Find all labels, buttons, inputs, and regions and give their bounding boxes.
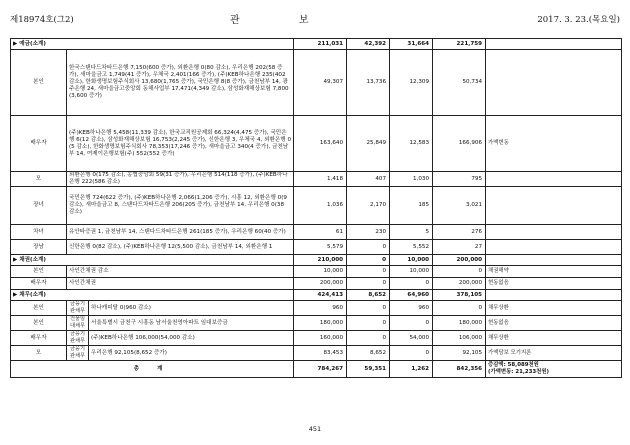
table-row — [11, 172, 622, 187]
description-cell: 외환은행 0(175 감소), 농협중앙회 59(31 증가), 우리은행 514(118 증가), (주)KEB하나은행 222(586 감소) — [67, 172, 294, 187]
relation-cell: 배우자 — [11, 278, 67, 290]
amount-cell: 12,309 — [390, 50, 433, 116]
amount-cell: 0 — [347, 266, 390, 278]
amount-cell: 13,736 — [347, 50, 390, 116]
relation-cell: 본인 — [11, 316, 67, 331]
relation-cell: 장녀 — [11, 187, 67, 225]
subtype-cell: 건물임대채무 — [67, 316, 89, 331]
issue-date: 2017. 3. 23.(목요일) — [537, 15, 620, 25]
amount-cell: 0 — [433, 266, 486, 278]
amount-cell: 795 — [433, 172, 486, 187]
section-title: ▶ 예금(소계) — [11, 39, 294, 50]
amount-cell: 0 — [390, 278, 433, 290]
amount-cell: 5,552 — [390, 240, 433, 255]
description-cell: (주)KEB하나은행 5,458(11,339 감소), 한국교직원공제회 66,324(4,475 증가), 국민은행 6(12 감소), 삼성화재해상보험 16,753(2,245 증가), 신한은행 3, 우체국 4, 외환은행 0(5 감소), 한화생명보험주식회사 78,353(17,246 증가), 새마을금고 340(4 증가), 금천남부 14, 여제이은행보험(주) 552(552 증가) — [67, 116, 294, 172]
table-row — [11, 50, 622, 116]
amount-cell: 0 — [347, 301, 390, 316]
section-row-deposit — [11, 39, 622, 50]
total-memo: 증감액: 58,089천원 (가액변동: 21,233천원) — [486, 361, 622, 378]
amount-cell: 50,734 — [433, 50, 486, 116]
table-body — [11, 39, 622, 378]
description-cell: 신한은행 0(82 감소), (주)KEB하나은행 12(5,500 감소), 금천남부 14, 외환은행 1 — [67, 240, 294, 255]
memo-cell: 채무상환 — [486, 331, 622, 346]
amount-cell: 960 — [390, 301, 433, 316]
total-value: 842,356 — [433, 361, 486, 378]
description-cell: 사인간채권 감소 — [67, 266, 294, 278]
gazette-title: 관 보 — [230, 15, 337, 26]
description-cell: 유안타증권 1, 금천남부 14, 스탠다드차타드은행 261(185 증가), 우리은행 60(40 증가) — [67, 225, 294, 240]
table-row — [11, 187, 622, 225]
table-row — [11, 346, 622, 361]
amount-cell: 106,000 — [433, 331, 486, 346]
section-value: 31,664 — [390, 39, 433, 50]
page-number: 451 — [308, 425, 322, 433]
section-value: 42,392 — [347, 39, 390, 50]
amount-cell: 54,000 — [390, 331, 433, 346]
section-value: 424,413 — [294, 290, 347, 301]
amount-cell: 0 — [347, 240, 390, 255]
amount-cell: 8,652 — [347, 346, 390, 361]
description-cell: 국민은행 724(622 증가), (주)KEB하나은행 2,066(1,206 증가), 시흥 12, 외환은행 0(9 감소), 새마을금고 8, 스탠다드차타드은행 206(205 증가), 금천남부 14, 우리은행 0(38 감소) — [67, 187, 294, 225]
amount-cell: 276 — [433, 225, 486, 240]
section-memo — [486, 290, 622, 301]
amount-cell: 180,000 — [294, 316, 347, 331]
amount-cell: 0 — [347, 316, 390, 331]
description-cell: 한국스탠다드차타드은행 7,150(600 증가), 외환은행 0(80 감소), 우리은행 202(58 증가), 새마을금고 1,749(41 증가), 우체국 2,401(166 증가), (주)KEB하나은행 235(402 감소), 한화생명보험주식회사 13,680(1,765 증가), 국민은행 8(8 증가), 금천남부 14, 광주은행 24, 새마을금고중앙회 동해사업부 17,471(4,349 감소), 삼성화재해상보험 7,800(3,600 증가) — [67, 50, 294, 116]
amount-cell: 5 — [390, 225, 433, 240]
amount-cell: 25,849 — [347, 116, 390, 172]
total-label: 총 계 — [11, 361, 294, 378]
table-row — [11, 301, 622, 316]
description-cell: 하나캐피탈 0(960 감소) — [89, 301, 294, 316]
memo-cell: 가액담보 모기지론 — [486, 346, 622, 361]
amount-cell: 1,036 — [294, 187, 347, 225]
amount-cell: 0 — [390, 316, 433, 331]
amount-cell: 92,105 — [433, 346, 486, 361]
amount-cell: 180,000 — [433, 316, 486, 331]
section-value: 221,759 — [433, 39, 486, 50]
subtype-cell: 금융기관채무 — [67, 331, 89, 346]
description-cell: 우리은행 92,105(8,652 증가) — [89, 346, 294, 361]
section-value: 200,000 — [433, 255, 486, 266]
amount-cell: 49,307 — [294, 50, 347, 116]
total-value: 59,351 — [347, 361, 390, 378]
section-title: ▶ 채권(소계) — [11, 255, 294, 266]
total-value: 784,267 — [294, 361, 347, 378]
section-value: 8,652 — [347, 290, 390, 301]
gazette-header — [10, 10, 620, 26]
relation-cell: 본인 — [11, 50, 67, 116]
section-memo — [486, 255, 622, 266]
memo-cell: 가액변동 — [486, 116, 622, 172]
subtype-cell: 금융기관채무 — [67, 301, 89, 316]
memo-cell: 현동없음 — [486, 316, 622, 331]
section-row-liability — [11, 290, 622, 301]
relation-cell: 본인 — [11, 266, 67, 278]
total-value: 1,262 — [390, 361, 433, 378]
section-value: 378,105 — [433, 290, 486, 301]
amount-cell: 27 — [433, 240, 486, 255]
amount-cell: 407 — [347, 172, 390, 187]
subtype-cell: 금융기관채무 — [67, 346, 89, 361]
description-cell: (주)KEB하나은행 106,000(54,000 감소) — [89, 331, 294, 346]
memo-cell — [486, 225, 622, 240]
amount-cell: 5,579 — [294, 240, 347, 255]
memo-cell — [486, 187, 622, 225]
memo-cell — [486, 240, 622, 255]
section-title: ▶ 채무(소계) — [11, 290, 294, 301]
amount-cell: 0 — [433, 301, 486, 316]
amount-cell: 0 — [390, 346, 433, 361]
relation-cell: 장남 — [11, 240, 67, 255]
relation-cell: 배우자 — [11, 331, 67, 346]
asset-disclosure-table — [10, 38, 622, 378]
relation-cell: 모 — [11, 172, 67, 187]
amount-cell: 83,453 — [294, 346, 347, 361]
description-cell: 서울특별시 금천구 시흥동 남서울천영아파트 임대보증금 — [89, 316, 294, 331]
memo-cell: 현동없음 — [486, 278, 622, 290]
amount-cell: 12,583 — [390, 116, 433, 172]
amount-cell: 61 — [294, 225, 347, 240]
table-row — [11, 316, 622, 331]
table-row — [11, 278, 622, 290]
table-row — [11, 240, 622, 255]
section-memo — [486, 39, 622, 50]
section-value: 0 — [347, 255, 390, 266]
table-row — [11, 225, 622, 240]
amount-cell: 0 — [347, 278, 390, 290]
amount-cell: 185 — [390, 187, 433, 225]
amount-cell: 3,021 — [433, 187, 486, 225]
relation-cell: 모 — [11, 346, 67, 361]
section-value: 64,960 — [390, 290, 433, 301]
amount-cell: 160,000 — [294, 331, 347, 346]
description-cell: 사인간채권 — [67, 278, 294, 290]
memo-cell — [486, 172, 622, 187]
amount-cell: 960 — [294, 301, 347, 316]
amount-cell: 1,030 — [390, 172, 433, 187]
section-value: 210,000 — [294, 255, 347, 266]
amount-cell: 230 — [347, 225, 390, 240]
issue-number: 제18974호(그2) — [10, 15, 74, 25]
section-value: 211,031 — [294, 39, 347, 50]
amount-cell: 2,170 — [347, 187, 390, 225]
table-row — [11, 266, 622, 278]
memo-cell: 채무상환 — [486, 301, 622, 316]
table-row — [11, 116, 622, 172]
table-row — [11, 331, 622, 346]
amount-cell: 166,906 — [433, 116, 486, 172]
memo-cell: 채권해약 — [486, 266, 622, 278]
amount-cell: 200,000 — [294, 278, 347, 290]
relation-cell: 배우자 — [11, 116, 67, 172]
total-row — [11, 361, 622, 378]
amount-cell: 10,000 — [390, 266, 433, 278]
amount-cell: 163,640 — [294, 116, 347, 172]
amount-cell: 10,000 — [294, 266, 347, 278]
amount-cell: 0 — [347, 331, 390, 346]
amount-cell: 1,418 — [294, 172, 347, 187]
amount-cell: 200,000 — [433, 278, 486, 290]
relation-cell: 차녀 — [11, 225, 67, 240]
relation-cell: 본인 — [11, 301, 67, 316]
section-value: 10,000 — [390, 255, 433, 266]
section-row-debt — [11, 255, 622, 266]
memo-cell — [486, 50, 622, 116]
